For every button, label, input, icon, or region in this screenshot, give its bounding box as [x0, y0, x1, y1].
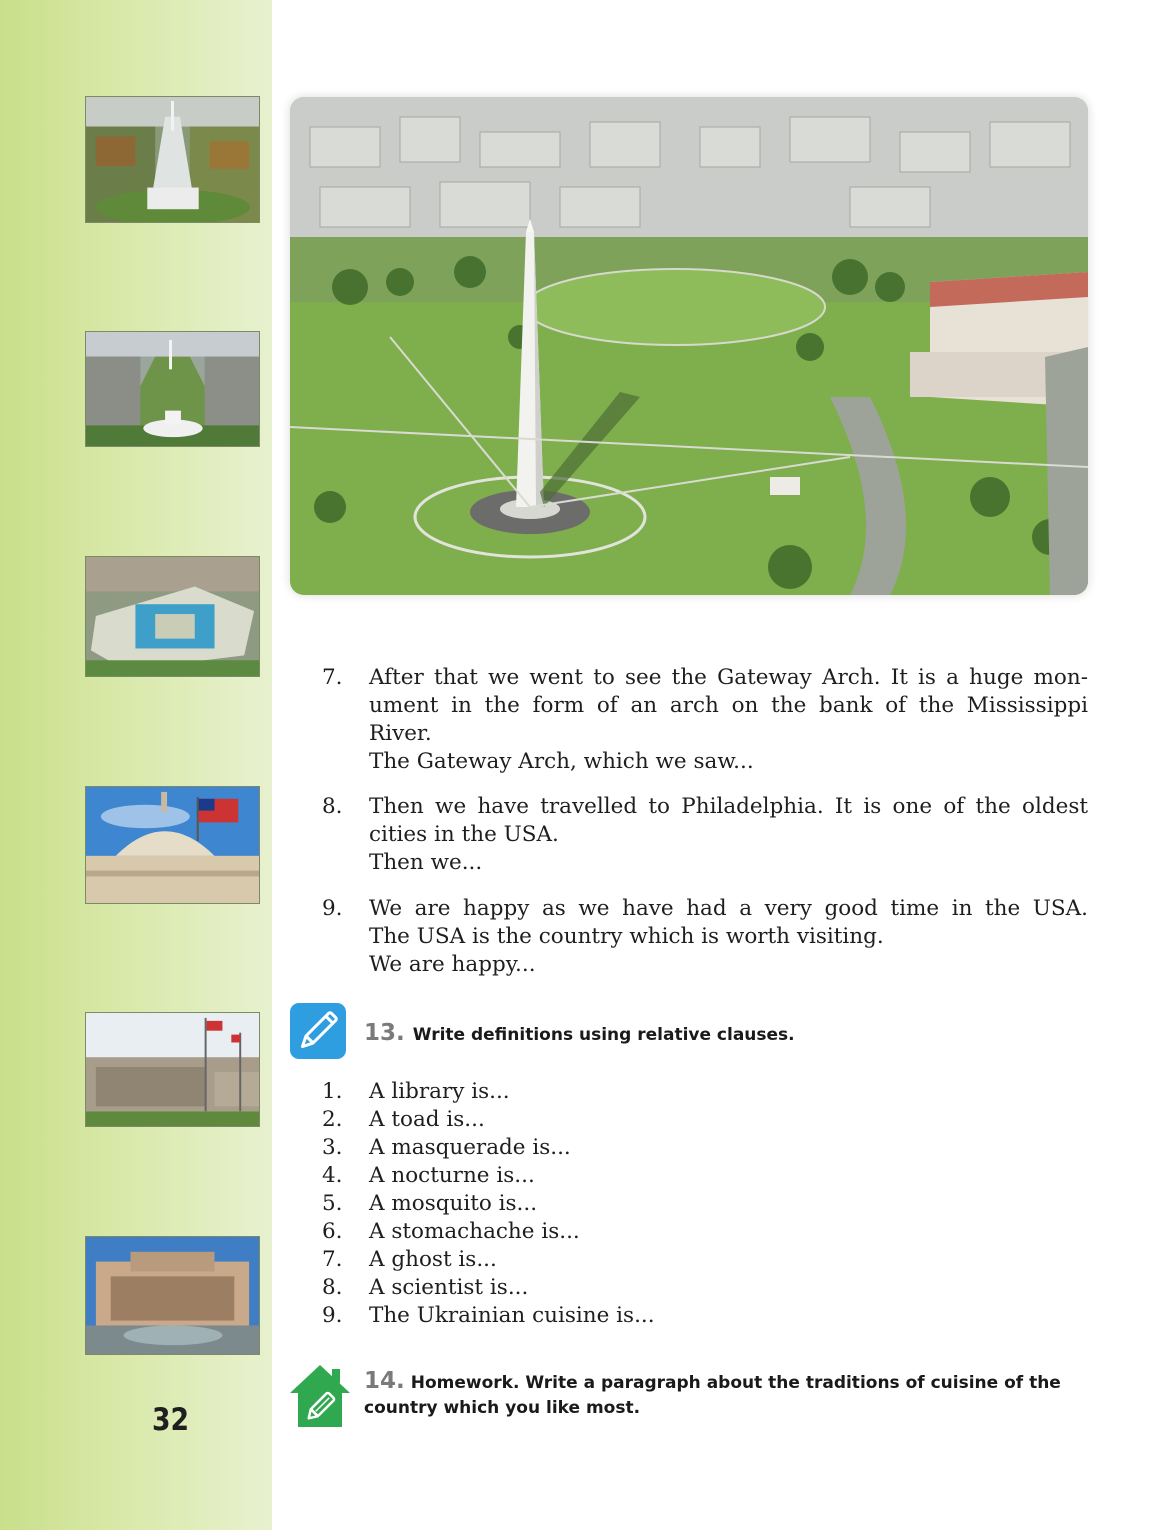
exercise-item-number: 7.: [322, 665, 343, 690]
list-item-text: A ghost is...: [369, 1247, 497, 1272]
list-item-text: A stomachache is...: [369, 1219, 580, 1244]
list-item-text: A nocturne is...: [369, 1163, 535, 1188]
exercise-item-text: After that we went to see the Gateway Arch. It is a huge mon-: [369, 665, 1088, 690]
list-item-number: 6.: [322, 1219, 343, 1244]
page-number: 32: [152, 1402, 190, 1438]
list-item-number: 7.: [322, 1247, 343, 1272]
list-item-number: 8.: [322, 1275, 343, 1300]
list-item-number: 2.: [322, 1107, 343, 1132]
task-number: 13.: [364, 1020, 405, 1046]
list-item-number: 9.: [322, 1303, 343, 1328]
exercise-item-prompt: Then we...: [369, 850, 483, 875]
list-item-text: A scientist is...: [369, 1275, 529, 1300]
task-instruction: Write definitions using relative clauses.: [412, 1025, 795, 1045]
thumbnail-capitol-dome: [85, 786, 260, 904]
list-item-number: 3.: [322, 1135, 343, 1160]
exercise-item-7: [322, 664, 1088, 776]
list-item-number: 5.: [322, 1191, 343, 1216]
task-number: 14.: [364, 1368, 405, 1394]
exercise-item-text: The USA is the country which is worth visiting.: [369, 924, 884, 949]
exercise-item-9: [322, 895, 1088, 979]
list-item-text: A masquerade is...: [369, 1135, 571, 1160]
thumbnail-library-flags: [85, 1012, 260, 1127]
task-13-heading: [364, 1020, 795, 1046]
task-14-heading: [364, 1369, 1088, 1421]
task-instruction-line: country which you like most.: [364, 1398, 641, 1418]
exercise-item-8: [322, 793, 1088, 877]
exercise-item-number: 8.: [322, 794, 343, 819]
list-item-text: A library is...: [369, 1079, 510, 1104]
thumbnail-library-of-congress: [85, 1236, 260, 1355]
thumbnail-lincoln-memorial: [85, 96, 260, 223]
exercise-item-text: We are happy as we have had a very good time in the USA.: [369, 896, 1088, 921]
exercise-item-prompt: We are happy...: [369, 952, 536, 977]
exercise-item-text: ument in the form of an arch on the bank of the Mississippi: [369, 693, 1088, 718]
exercise-item-text: cities in the USA.: [369, 822, 559, 847]
exercise-item-prompt: The Gateway Arch, which we saw...: [369, 749, 754, 774]
list-item-text: The Ukrainian cuisine is...: [369, 1303, 655, 1328]
list-item-text: A toad is...: [369, 1107, 485, 1132]
list-item-text: A mosquito is...: [369, 1191, 538, 1216]
pencil-icon: [290, 1003, 346, 1059]
task-instruction-line: Homework. Write a paragraph about the traditions of cuisine of the: [410, 1373, 1061, 1393]
exercise-item-number: 9.: [322, 896, 343, 921]
list-item-number: 1.: [322, 1079, 343, 1104]
thumbnail-national-mall: [85, 331, 260, 447]
homework-house-icon: [288, 1363, 352, 1429]
washington-monument-photo: [290, 97, 1088, 595]
thumbnail-library-aerial: [85, 556, 260, 677]
exercise-item-text: Then we have travelled to Philadelphia. It is one of the oldest: [369, 794, 1088, 819]
exercise-item-text: River.: [369, 721, 432, 746]
list-item-number: 4.: [322, 1163, 343, 1188]
